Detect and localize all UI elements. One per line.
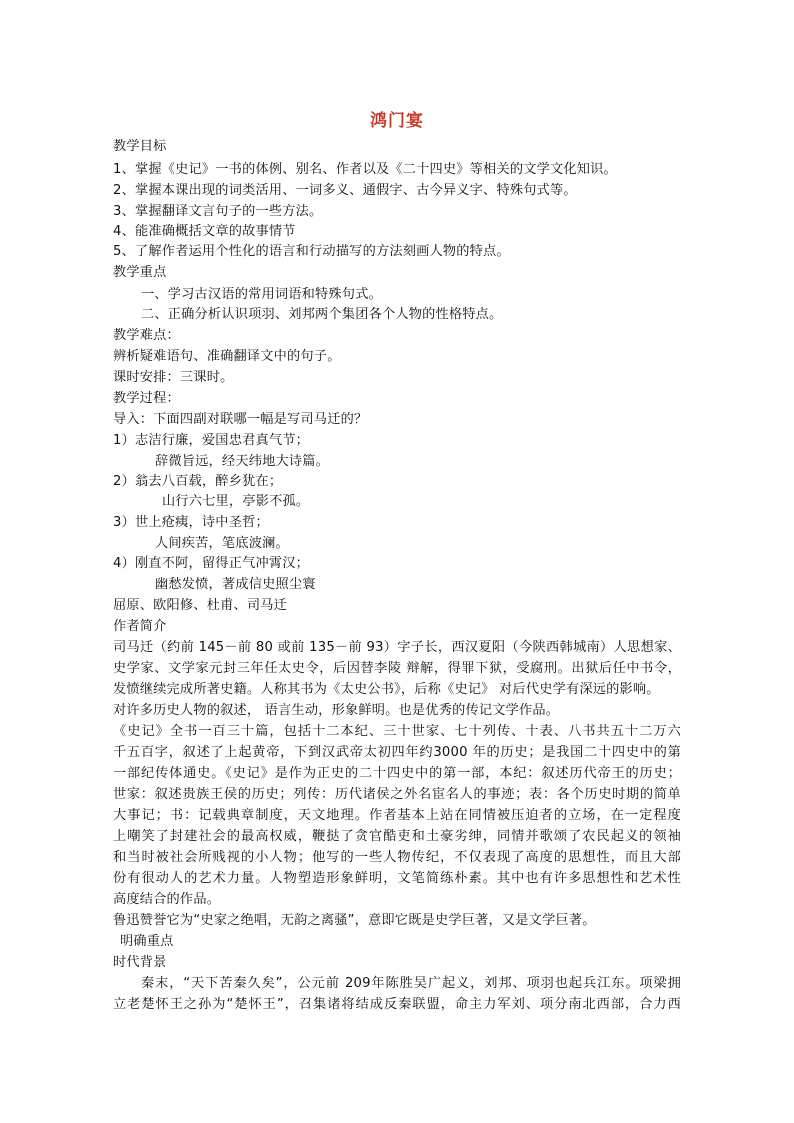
difficulty-text: 辨析疑难语句、准确翻译文中的句子。 <box>113 349 341 364</box>
paragraph-line: 上嘲笑了封建社会的最高权威，鞭挞了贪官酷吏和土豪劣绅，同情并歌颂了农民起义的领袖 <box>113 829 681 844</box>
couplet-line: 2）翁去八百载，醉乡犹在； <box>113 474 283 489</box>
paragraph-line: 高度结合的作品。 <box>113 892 221 907</box>
objective-item: 1、掌握《史记》一书的体例、别名、作者以及《二十四史》等相关的文学文化知识。 <box>113 162 617 177</box>
couplet-line: 辞微旨远，经天纬地大诗篇。 <box>155 454 330 469</box>
paragraph-line: 世家：叙述贵族王侯的历史；列传：历代诸侯之外名宦名人的事迹；表：各个历史时期的简单 <box>113 787 681 802</box>
schedule-text: 课时安排：三课时。 <box>113 370 234 385</box>
objective-item: 5、了解作者运用个性化的语言和行动描写的方法刻画人物的特点。 <box>113 244 510 259</box>
paragraph-line: 司马迁（约前 145－前 80 或前 135－前 93）字子长，西汉夏阳（今陕西韩城南）人思想家、 <box>113 640 681 655</box>
paragraph-line: 鲁迅赞誉它为“史家之绝唱，无韵之离骚”，意即它既是史学巨著，又是文学巨著。 <box>113 913 596 928</box>
couplet-line: 幽愁发愤，著成信史照尘寰 <box>155 577 316 592</box>
key-point-item: 一、学习古汉语的常用词语和特殊句式。 <box>141 287 382 302</box>
paragraph-line: 和当时被社会所贱视的小人物；他写的一些人物传纪，不仅表现了高度的思想性，而且大部 <box>113 850 681 865</box>
paragraph-line: 《史记》全书一百三十篇，包括十二本纪、三十世家、七十列传、十表、八书共五十二万六 <box>113 724 681 739</box>
heading-key-clarify: 明确重点 <box>120 934 174 949</box>
paragraph-line: 秦末，“天下苦秦久矣”，公元前 209年陈胜吴广起义，刘邦、项羽也起兵江东。项梁拥 <box>141 976 681 991</box>
heading-process: 教学过程： <box>113 391 180 406</box>
answer-text: 屈原、欧阳修、杜甫、司马迁 <box>113 598 288 613</box>
couplet-line: 4）刚直不阿，留得正气冲霄汉； <box>113 556 310 571</box>
couplet-line: 山行六七里，亭影不孤。 <box>162 494 310 509</box>
paragraph-line: 史学家、文学家元封三年任太史令，后因替李陵 辩解，得罪下狱，受腐刑。出狱后任中书令， <box>113 661 681 676</box>
paragraph-line: 份有很动人的艺术力量。人物塑造形象鲜明，文笔简练朴素。其中也有许多思想性和艺术性 <box>113 871 681 886</box>
paragraph-line: 发愤继续完成所著史籍。人称其书为《太史公书》，后称《史记》 对后代史学有深远的影响。 <box>113 682 660 697</box>
objective-item: 4、能准确概括文章的故事情节 <box>113 224 296 239</box>
heading-objectives: 教学目标 <box>113 139 167 154</box>
paragraph-line: 立老楚怀王之孙为“楚怀王”，召集诸将结成反秦联盟，命主力军刘、项分南北西部，合力西 <box>113 997 681 1012</box>
paragraph-line: 一部纪传体通史。《史记》是作为正史的二十四史中的第一部，本纪：叙述历代帝王的历史； <box>113 766 681 781</box>
couplet-line: 3）世上疮痍，诗中圣哲； <box>113 515 269 530</box>
paragraph-line: 千五百字，叙述了上起黄帝，下到汉武帝太初四年约3000 年的历史；是我国二十四史中的第 <box>113 745 681 760</box>
heading-background: 时代背景 <box>113 955 167 970</box>
key-point-item: 二、正确分析认识项羽、刘邦两个集团各个人物的性格特点。 <box>141 307 503 322</box>
heading-difficulties: 教学难点： <box>113 328 180 343</box>
heading-key-points: 教学重点 <box>113 265 167 280</box>
paragraph-line: 大事记；书：记载典章制度，天文地理。作者基本上站在同情被压迫者的立场，在一定程度 <box>113 808 681 823</box>
couplet-line: 1）志洁行廉，爱国忠君真气节； <box>113 433 310 448</box>
heading-author: 作者简介 <box>113 619 167 634</box>
couplet-line: 人间疾苦，笔底波澜。 <box>155 536 289 551</box>
page-title: 鸿门宴 <box>370 111 424 131</box>
objective-item: 2、掌握本课出现的词类活用、一词多义、通假字、古今异义字、特殊句式等。 <box>113 183 577 198</box>
paragraph-line: 对许多历史人物的叙述， 语言生动，形象鲜明。也是优秀的传记文学作品。 <box>113 703 560 718</box>
intro-question: 导入：下面四副对联哪一幅是写司马迁的？ <box>113 412 368 427</box>
objective-item: 3、掌握翻译文言句子的一些方法。 <box>113 204 323 219</box>
